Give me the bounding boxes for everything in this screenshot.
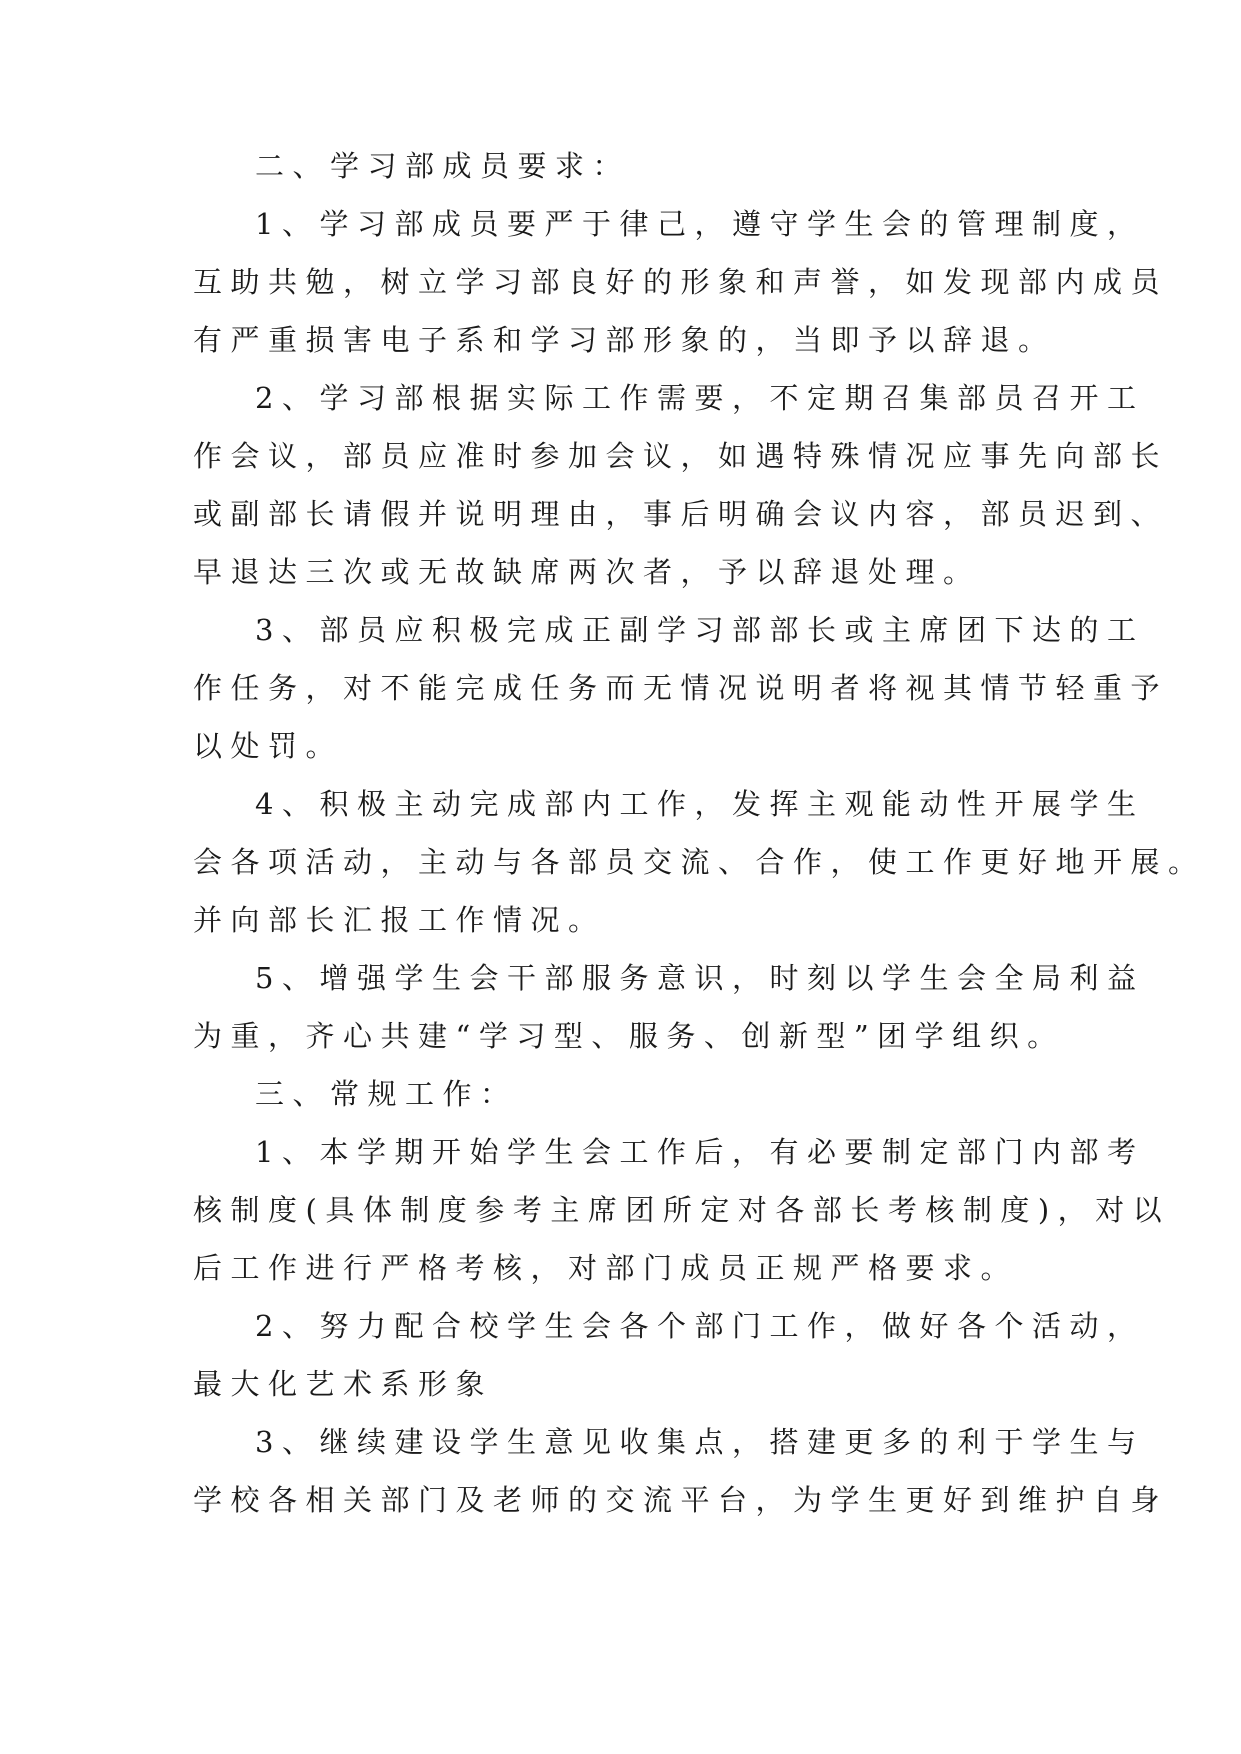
paragraph-line: 作任务，对不能完成任务而无情况说明者将视其情节轻重予 xyxy=(193,671,1169,705)
paragraph-line: 核制度(具体制度参考主席团所定对各部长考核制度)，对以 xyxy=(193,1193,1171,1227)
paragraph-line: 1、本学期开始学生会工作后，有必要制定部门内部考 xyxy=(255,1135,1145,1169)
paragraph-line: 并向部长汇报工作情况。 xyxy=(193,903,606,937)
section-heading-member-requirements: 二、学习部成员要求： xyxy=(255,149,631,183)
paragraph-line: 为重，齐心共建“学习型、服务、创新型”团学组织。 xyxy=(193,1019,1065,1053)
paragraph-line: 有严重损害电子系和学习部形象的，当即予以辞退。 xyxy=(193,323,1056,357)
section-heading-routine-work: 三、常规工作： xyxy=(255,1077,518,1111)
paragraph-line: 最大化艺术系形象 xyxy=(193,1367,494,1401)
paragraph-line: 5、增强学生会干部服务意识，时刻以学生会全局利益 xyxy=(255,961,1145,995)
paragraph-line: 互助共勉，树立学习部良好的形象和声誉，如发现部内成员 xyxy=(193,265,1169,299)
paragraph-line: 学校各相关部门及老师的交流平台，为学生更好到维护自身 xyxy=(193,1483,1169,1517)
paragraph-line: 3、继续建设学生意见收集点，搭建更多的利于学生与 xyxy=(255,1425,1145,1459)
paragraph-line: 或副部长请假并说明理由，事后明确会议内容，部员迟到、 xyxy=(193,497,1169,531)
paragraph-line: 2、努力配合校学生会各个部门工作，做好各个活动， xyxy=(255,1309,1145,1343)
paragraph-line: 作会议，部员应准时参加会议，如遇特殊情况应事先向部长 xyxy=(193,439,1169,473)
paragraph-line: 早退达三次或无故缺席两次者，予以辞退处理。 xyxy=(193,555,981,589)
paragraph-line: 会各项活动，主动与各部员交流、合作，使工作更好地开展。 xyxy=(193,845,1206,879)
paragraph-line: 4、积极主动完成部内工作，发挥主观能动性开展学生 xyxy=(255,787,1145,821)
paragraph-line: 以处罚。 xyxy=(193,729,344,763)
paragraph-line: 2、学习部根据实际工作需要，不定期召集部员召开工 xyxy=(255,381,1145,415)
paragraph-line: 1、学习部成员要严于律己，遵守学生会的管理制度， xyxy=(255,207,1145,241)
paragraph-line: 后工作进行严格考核，对部门成员正规严格要求。 xyxy=(193,1251,1019,1285)
paragraph-line: 3、部员应积极完成正副学习部部长或主席团下达的工 xyxy=(255,613,1145,647)
